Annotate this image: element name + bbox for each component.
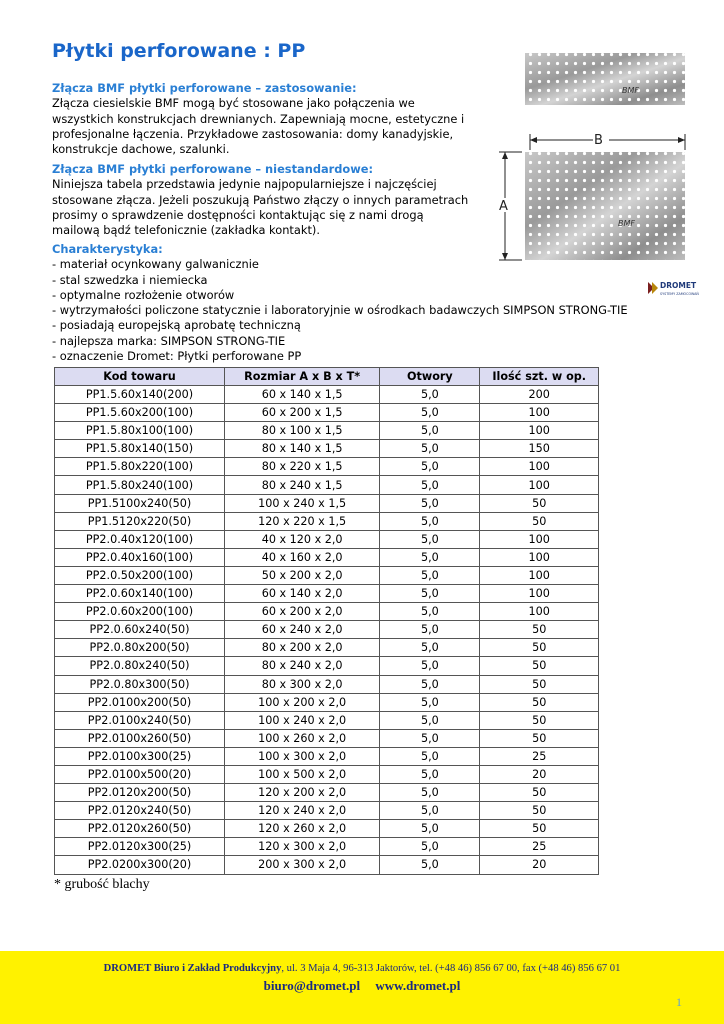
cell-holes: 5,0 bbox=[380, 386, 480, 404]
cell-holes: 5,0 bbox=[380, 784, 480, 802]
cell-size: 120 x 300 x 2,0 bbox=[224, 838, 379, 856]
usage-heading: Złącza BMF płytki perforowane – zastosowanie: bbox=[52, 81, 357, 95]
characteristics-heading: Charakterystyka: bbox=[52, 242, 163, 256]
cell-quantity: 100 bbox=[480, 603, 599, 621]
cell-holes: 5,0 bbox=[380, 494, 480, 512]
table-row bbox=[55, 765, 599, 783]
cell-product-code: PP2.0.40x120(100) bbox=[55, 530, 225, 548]
cell-product-code: PP2.0100x240(50) bbox=[55, 711, 225, 729]
cell-holes: 5,0 bbox=[380, 820, 480, 838]
cell-holes: 5,0 bbox=[380, 476, 480, 494]
cell-size: 120 x 200 x 2,0 bbox=[224, 784, 379, 802]
table-row bbox=[55, 440, 599, 458]
cell-holes: 5,0 bbox=[380, 802, 480, 820]
table-row bbox=[55, 747, 599, 765]
page-number: 1 bbox=[676, 995, 682, 1009]
cell-size: 100 x 240 x 1,5 bbox=[224, 494, 379, 512]
cell-quantity: 50 bbox=[480, 784, 599, 802]
characteristic-item: - materiał ocynkowany galwanicznie bbox=[52, 257, 259, 272]
cell-size: 100 x 300 x 2,0 bbox=[224, 747, 379, 765]
cell-quantity: 100 bbox=[480, 422, 599, 440]
cell-holes: 5,0 bbox=[380, 729, 480, 747]
cell-size: 60 x 140 x 2,0 bbox=[224, 585, 379, 603]
cell-quantity: 25 bbox=[480, 838, 599, 856]
cell-size: 80 x 240 x 2,0 bbox=[224, 657, 379, 675]
cell-product-code: PP2.0120x240(50) bbox=[55, 802, 225, 820]
usage-section bbox=[52, 81, 472, 157]
footer-website-link[interactable]: www.dromet.pl bbox=[375, 978, 461, 993]
cell-holes: 5,0 bbox=[380, 711, 480, 729]
cell-size: 60 x 140 x 1,5 bbox=[224, 386, 379, 404]
products-table bbox=[54, 367, 599, 875]
cell-quantity: 100 bbox=[480, 404, 599, 422]
table-row bbox=[55, 548, 599, 566]
cell-product-code: PP2.0100x200(50) bbox=[55, 693, 225, 711]
footer-company: DROMET Biuro i Zakład Produkcyjny bbox=[103, 963, 282, 974]
table-row bbox=[55, 784, 599, 802]
header-quantity: Ilość szt. w op. bbox=[480, 368, 599, 386]
table-row bbox=[55, 838, 599, 856]
cell-product-code: PP1.5.60x200(100) bbox=[55, 404, 225, 422]
cell-quantity: 20 bbox=[480, 765, 599, 783]
cell-quantity: 50 bbox=[480, 639, 599, 657]
characteristics-list bbox=[52, 257, 628, 364]
custom-text: Niniejsza tabela przedstawia jedynie najpopularniejsze i najczęściej stosowane złącza. Jeżeli poszukują Państwo złączy o innych parametrach prosimy o sprawdzenie dostępności kontaktując się z nami drogą mailową bądź telefonicznie (zakładka kontakt). bbox=[52, 177, 469, 238]
cell-quantity: 50 bbox=[480, 512, 599, 530]
cell-product-code: PP2.0.60x240(50) bbox=[55, 621, 225, 639]
table-row bbox=[55, 729, 599, 747]
cell-product-code: PP2.0.80x300(50) bbox=[55, 675, 225, 693]
header-product-code: Kod towaru bbox=[55, 368, 225, 386]
table-row bbox=[55, 603, 599, 621]
logo-tagline: SYSTEMY ZAMOCOWAŃ bbox=[660, 292, 699, 296]
cell-quantity: 100 bbox=[480, 585, 599, 603]
cell-holes: 5,0 bbox=[380, 657, 480, 675]
dromet-logo bbox=[646, 278, 708, 298]
cell-quantity: 20 bbox=[480, 856, 599, 874]
cell-holes: 5,0 bbox=[380, 404, 480, 422]
table-row bbox=[55, 566, 599, 584]
table-row bbox=[55, 802, 599, 820]
cell-holes: 5,0 bbox=[380, 765, 480, 783]
footnote: * grubość blachy bbox=[54, 877, 150, 892]
cell-holes: 5,0 bbox=[380, 693, 480, 711]
characteristic-item: - oznaczenie Dromet: Płytki perforowane PP bbox=[52, 349, 302, 364]
cell-quantity: 50 bbox=[480, 494, 599, 512]
table-row bbox=[55, 476, 599, 494]
cell-holes: 5,0 bbox=[380, 675, 480, 693]
table-row bbox=[55, 585, 599, 603]
cell-size: 100 x 200 x 2,0 bbox=[224, 693, 379, 711]
cell-size: 50 x 200 x 2,0 bbox=[224, 566, 379, 584]
table-row bbox=[55, 693, 599, 711]
cell-size: 120 x 260 x 2,0 bbox=[224, 820, 379, 838]
cell-holes: 5,0 bbox=[380, 458, 480, 476]
table-row bbox=[55, 657, 599, 675]
cell-quantity: 50 bbox=[480, 711, 599, 729]
table-row bbox=[55, 856, 599, 874]
cell-holes: 5,0 bbox=[380, 440, 480, 458]
table-row bbox=[55, 386, 599, 404]
table-row bbox=[55, 458, 599, 476]
header-holes: Otwory bbox=[380, 368, 480, 386]
table-row bbox=[55, 530, 599, 548]
cell-holes: 5,0 bbox=[380, 512, 480, 530]
table-row bbox=[55, 512, 599, 530]
footer-address: , ul. 3 Maja 4, 96-313 Jaktorów, tel. (+48 46) 856 67 00, fax (+48 46) 856 67 01 bbox=[281, 963, 621, 974]
table-row bbox=[55, 422, 599, 440]
cell-quantity: 100 bbox=[480, 530, 599, 548]
cell-product-code: PP1.5100x240(50) bbox=[55, 494, 225, 512]
cell-product-code: PP2.0120x200(50) bbox=[55, 784, 225, 802]
cell-product-code: PP2.0.80x240(50) bbox=[55, 657, 225, 675]
cell-product-code: PP1.5120x220(50) bbox=[55, 512, 225, 530]
cell-product-code: PP2.0.60x140(100) bbox=[55, 585, 225, 603]
cell-holes: 5,0 bbox=[380, 566, 480, 584]
cell-size: 80 x 240 x 1,5 bbox=[224, 476, 379, 494]
bottom-plate-mark: BMF bbox=[618, 219, 635, 228]
table-row bbox=[55, 621, 599, 639]
table-row bbox=[55, 675, 599, 693]
cell-holes: 5,0 bbox=[380, 639, 480, 657]
cell-size: 60 x 240 x 2,0 bbox=[224, 621, 379, 639]
page-title: Płytki perforowane : PP bbox=[52, 40, 306, 62]
dimension-a-label: A bbox=[499, 199, 508, 214]
cell-product-code: PP2.0100x260(50) bbox=[55, 729, 225, 747]
cell-quantity: 150 bbox=[480, 440, 599, 458]
custom-section bbox=[52, 162, 472, 238]
perforated-plate-image bbox=[490, 50, 690, 265]
cell-product-code: PP2.0.40x160(100) bbox=[55, 548, 225, 566]
cell-size: 120 x 240 x 2,0 bbox=[224, 802, 379, 820]
cell-holes: 5,0 bbox=[380, 530, 480, 548]
dimension-a bbox=[498, 152, 522, 260]
footer bbox=[0, 951, 724, 1024]
cell-size: 100 x 260 x 2,0 bbox=[224, 729, 379, 747]
cell-holes: 5,0 bbox=[380, 603, 480, 621]
cell-size: 120 x 220 x 1,5 bbox=[224, 512, 379, 530]
cell-product-code: PP2.0120x300(25) bbox=[55, 838, 225, 856]
dimension-b-label: B bbox=[594, 133, 603, 148]
footer-address-line bbox=[0, 963, 724, 974]
custom-heading: Złącza BMF płytki perforowane – niestandardowe: bbox=[52, 162, 374, 176]
cell-holes: 5,0 bbox=[380, 838, 480, 856]
cell-product-code: PP1.5.80x100(100) bbox=[55, 422, 225, 440]
header-size: Rozmiar A x B x T* bbox=[224, 368, 379, 386]
top-plate bbox=[525, 53, 685, 105]
cell-quantity: 25 bbox=[480, 747, 599, 765]
characteristic-item: - posiadają europejską aprobatę techniczną bbox=[52, 318, 301, 333]
cell-holes: 5,0 bbox=[380, 747, 480, 765]
cell-product-code: PP2.0100x300(25) bbox=[55, 747, 225, 765]
cell-size: 80 x 300 x 2,0 bbox=[224, 675, 379, 693]
cell-quantity: 100 bbox=[480, 476, 599, 494]
cell-quantity: 50 bbox=[480, 802, 599, 820]
cell-product-code: PP1.5.80x240(100) bbox=[55, 476, 225, 494]
cell-size: 80 x 100 x 1,5 bbox=[224, 422, 379, 440]
bottom-plate bbox=[525, 152, 685, 260]
cell-quantity: 50 bbox=[480, 621, 599, 639]
table-header-row bbox=[55, 368, 599, 386]
cell-holes: 5,0 bbox=[380, 422, 480, 440]
cell-holes: 5,0 bbox=[380, 585, 480, 603]
table-row bbox=[55, 711, 599, 729]
usage-text: Złącza ciesielskie BMF mogą być stosowane jako połączenia we wszystkich konstrukcjach drewnianych. Zapewniają mocne, estetyczne i profesjonalne łączenia. Przykładowe zastosowania: domy kanadyjskie, konstrukcje dachowe, szalunki. bbox=[52, 96, 465, 157]
cell-holes: 5,0 bbox=[380, 548, 480, 566]
cell-quantity: 50 bbox=[480, 820, 599, 838]
cell-size: 100 x 500 x 2,0 bbox=[224, 765, 379, 783]
cell-quantity: 50 bbox=[480, 729, 599, 747]
table-row bbox=[55, 404, 599, 422]
cell-quantity: 200 bbox=[480, 386, 599, 404]
cell-size: 100 x 240 x 2,0 bbox=[224, 711, 379, 729]
cell-size: 40 x 120 x 2,0 bbox=[224, 530, 379, 548]
cell-size: 40 x 160 x 2,0 bbox=[224, 548, 379, 566]
cell-quantity: 100 bbox=[480, 566, 599, 584]
cell-quantity: 100 bbox=[480, 548, 599, 566]
characteristic-item: - wytrzymałości policzone statycznie i laboratoryjnie w ośrodkach badawczych SIMPSON STRONG-TIE bbox=[52, 303, 628, 318]
cell-product-code: PP2.0.50x200(100) bbox=[55, 566, 225, 584]
cell-holes: 5,0 bbox=[380, 621, 480, 639]
dimension-b bbox=[530, 133, 685, 150]
cell-product-code: PP1.5.60x140(200) bbox=[55, 386, 225, 404]
characteristic-item: - stal szwedzka i niemiecka bbox=[52, 272, 208, 287]
cell-size: 200 x 300 x 2,0 bbox=[224, 856, 379, 874]
cell-product-code: PP1.5.80x140(150) bbox=[55, 440, 225, 458]
cell-quantity: 50 bbox=[480, 693, 599, 711]
top-plate-mark: BMF bbox=[622, 86, 639, 95]
logo-brand: DROMET bbox=[660, 281, 697, 290]
table-row bbox=[55, 820, 599, 838]
cell-product-code: PP2.0100x500(20) bbox=[55, 765, 225, 783]
cell-product-code: PP2.0120x260(50) bbox=[55, 820, 225, 838]
cell-size: 60 x 200 x 2,0 bbox=[224, 603, 379, 621]
characteristic-item: - najlepsza marka: SIMPSON STRONG-TIE bbox=[52, 333, 286, 348]
cell-size: 60 x 200 x 1,5 bbox=[224, 404, 379, 422]
cell-size: 80 x 200 x 2,0 bbox=[224, 639, 379, 657]
cell-product-code: PP2.0.80x200(50) bbox=[55, 639, 225, 657]
cell-holes: 5,0 bbox=[380, 856, 480, 874]
footer-email-link[interactable]: biuro@dromet.pl bbox=[263, 978, 361, 993]
footer-contact-line bbox=[0, 978, 724, 994]
cell-quantity: 50 bbox=[480, 657, 599, 675]
cell-quantity: 100 bbox=[480, 458, 599, 476]
cell-quantity: 50 bbox=[480, 675, 599, 693]
cell-product-code: PP2.0.60x200(100) bbox=[55, 603, 225, 621]
cell-product-code: PP1.5.80x220(100) bbox=[55, 458, 225, 476]
cell-product-code: PP2.0200x300(20) bbox=[55, 856, 225, 874]
table-row bbox=[55, 494, 599, 512]
cell-size: 80 x 220 x 1,5 bbox=[224, 458, 379, 476]
cell-size: 80 x 140 x 1,5 bbox=[224, 440, 379, 458]
table-row bbox=[55, 639, 599, 657]
products-table-body bbox=[55, 386, 599, 875]
characteristic-item: - optymalne rozłożenie otworów bbox=[52, 287, 235, 302]
